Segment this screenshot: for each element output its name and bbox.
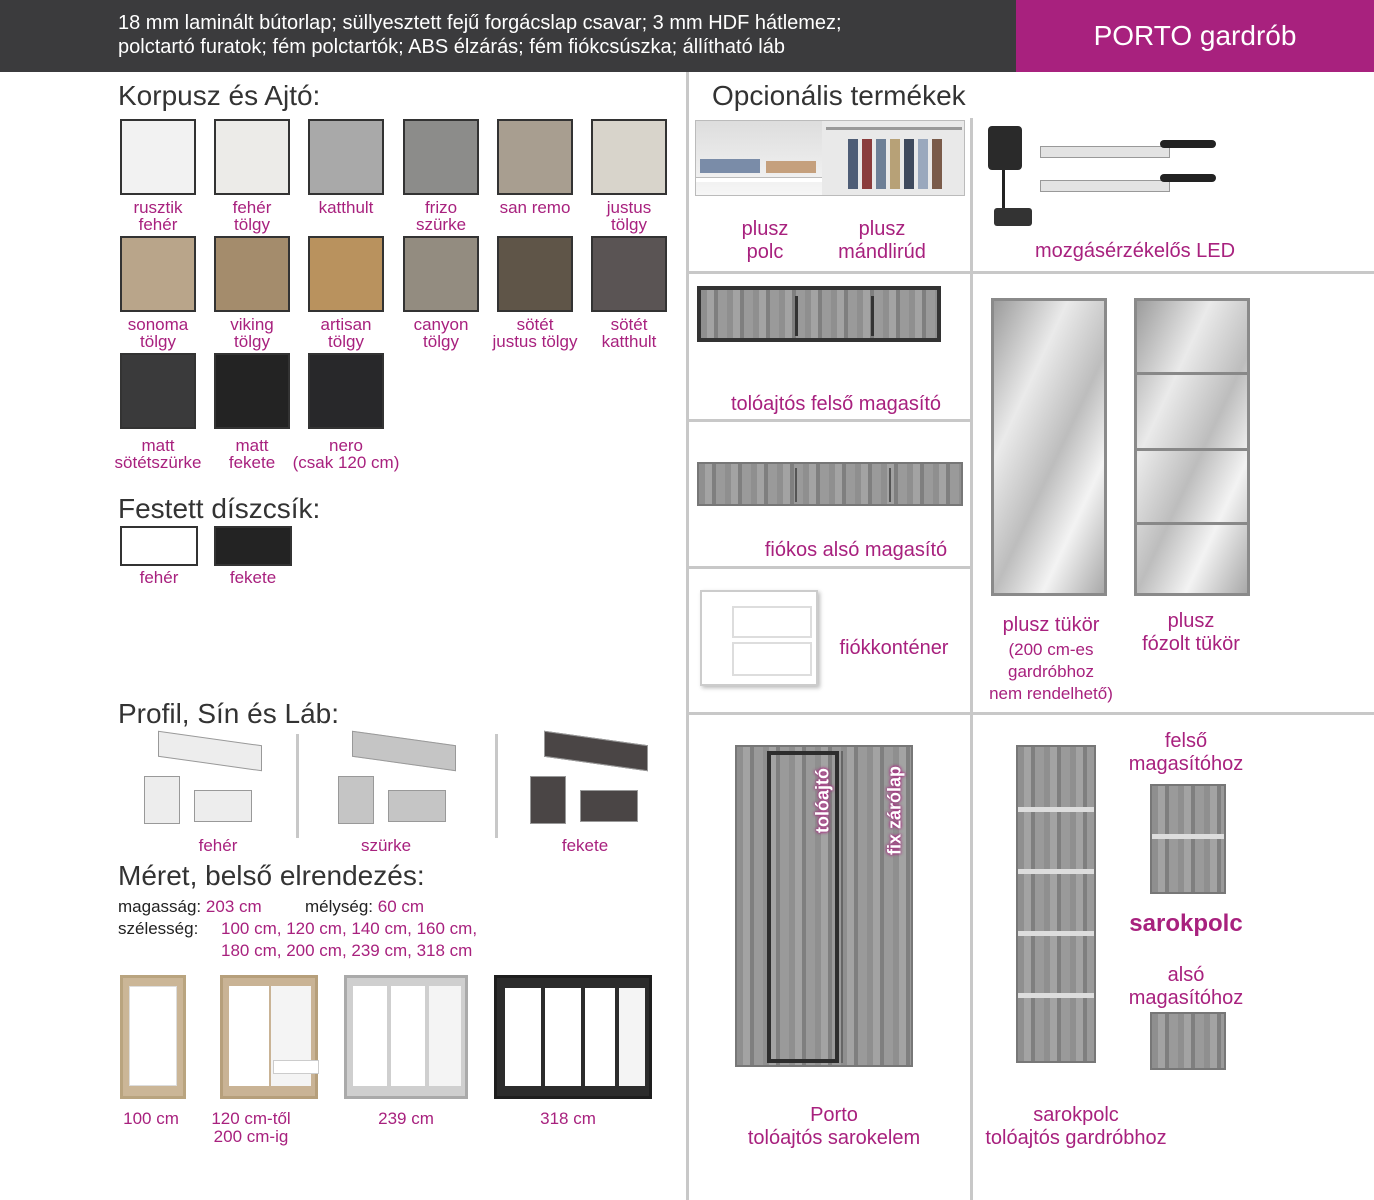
- corner-shelf-label: [976, 1104, 1176, 1150]
- frosted-mirror-label: [1116, 610, 1266, 656]
- upper-l1: felső: [1164, 730, 1208, 752]
- corner-shelf-l2: tolóajtós gardróbhoz: [985, 1127, 1167, 1149]
- swatch-label-line-1: katthult: [318, 198, 374, 217]
- wardrobe-label-120: 120 cm-től: [211, 1109, 291, 1128]
- corner-shelf-l1: sarokpolc: [1033, 1104, 1119, 1126]
- stripe-heading: Festett díszcsík:: [118, 493, 321, 524]
- optional-heading: Opcionális termékek: [712, 80, 966, 111]
- upper-extender-label: [1116, 730, 1256, 776]
- lower-shelf-image: [1150, 1012, 1226, 1070]
- plus-rail-l2: mándlirúd: [838, 241, 926, 263]
- swatch-label-line-1: matt: [141, 436, 175, 455]
- corpus-swatch: [120, 236, 196, 312]
- page-title: [1016, 0, 1374, 72]
- lower-extender-label: [1116, 964, 1256, 1010]
- opt-hline-2: [686, 419, 972, 422]
- swatch-label-line-2: fekete: [228, 453, 276, 472]
- corner-element-label: [714, 1104, 954, 1150]
- swatch-label-line-2: katthult: [601, 332, 657, 351]
- profile-label: fehér: [198, 836, 238, 855]
- swatch-label-line-1: viking: [230, 315, 274, 334]
- panel-label-text: fix zárólap: [884, 765, 905, 856]
- corpus-swatch-label: [574, 199, 684, 233]
- led-label: mozgásérzékelős LED: [1034, 240, 1236, 262]
- opt-divider-1: [970, 118, 973, 272]
- drawer-extender-label: fiókos alsó magasító: [764, 539, 948, 561]
- corpus-swatch-label: [291, 316, 401, 350]
- swatch-label-line-2: justus tölgy: [492, 332, 578, 351]
- led-sensor-icon: [994, 208, 1032, 226]
- upper-shelf-image: [1150, 784, 1226, 894]
- swatch-label-line-2: tölgy: [611, 215, 647, 234]
- door-vertical-label: [808, 760, 838, 850]
- frosted-mirror-l2: fózolt tükör: [1142, 633, 1240, 655]
- swatch-label-line-2: tölgy: [234, 332, 270, 351]
- plus-rail-l1: plusz: [858, 218, 906, 240]
- swatch-label-line-1: san remo: [499, 198, 571, 217]
- shelf-rail-image: [695, 120, 965, 196]
- mirror-note-1: (200 cm-es: [1008, 640, 1094, 659]
- corpus-swatch: [308, 353, 384, 429]
- width-label: szélesség:: [118, 919, 199, 938]
- swatch-label-line-1: sötét: [610, 315, 648, 334]
- profile-rail: [352, 731, 456, 772]
- corpus-heading: Korpusz és Ajtó:: [118, 80, 321, 111]
- profile-post: [144, 776, 180, 824]
- upper-l2: magasítóhoz: [1128, 753, 1244, 775]
- swatch-label-line-2: tölgy: [234, 215, 270, 234]
- corpus-swatch: [308, 119, 384, 195]
- frosted-mirror-l1: plusz: [1167, 610, 1215, 632]
- specs-line-2: polctartó furatok; fém polctartók; ABS élzárás; fém fiókcsúszka; állítható láb: [118, 36, 785, 58]
- corpus-swatch: [591, 236, 667, 312]
- plus-rail-label: [822, 218, 942, 264]
- swatch-label-line-1: frizo: [424, 198, 458, 217]
- corpus-swatch: [214, 353, 290, 429]
- swatch-label-line-1: rusztik: [133, 198, 183, 217]
- mirror-note-3: nem rendelhető): [989, 684, 1113, 703]
- depth-label: mélység:: [305, 897, 374, 916]
- lower-l2: magasítóhoz: [1128, 987, 1244, 1009]
- plus-shelf-l2: polc: [746, 241, 784, 263]
- plus-mirror-image: [991, 298, 1107, 596]
- width-values-1: 100 cm, 120 cm, 140 cm, 160 cm,: [221, 919, 478, 938]
- profile-label: fekete: [561, 836, 609, 855]
- swatch-label-line-2: tölgy: [423, 332, 459, 351]
- drawer-extender-image: [697, 462, 963, 506]
- corner-l1: Porto: [810, 1104, 858, 1126]
- page-title-text: PORTO gardrób: [1093, 20, 1297, 51]
- wardrobe-100: [120, 975, 186, 1099]
- profile-foot: [194, 790, 252, 822]
- corpus-swatch: [403, 119, 479, 195]
- main-vertical-divider: [686, 72, 689, 1200]
- opt-hline-1: [686, 271, 1374, 274]
- wardrobe-label-200: 200 cm-ig: [213, 1127, 289, 1146]
- top-extender-label: tolóajtós felső magasító: [730, 393, 942, 415]
- corpus-swatch-label: [574, 316, 684, 350]
- stripe-label-white: fehér: [139, 568, 179, 587]
- swatch-label-line-1: canyon: [413, 315, 469, 334]
- corpus-swatch: [403, 236, 479, 312]
- swatch-label-line-2: tölgy: [328, 332, 364, 351]
- swatch-label-line-1: artisan: [320, 315, 372, 334]
- height-line: [118, 896, 262, 918]
- drawer-container-image: [700, 590, 818, 686]
- door-label-text: tolóajtó: [812, 768, 833, 833]
- plus-shelf-l1: plusz: [741, 218, 789, 240]
- profile-label: szürke: [360, 836, 412, 855]
- swatch-label-line-2: tölgy: [140, 332, 176, 351]
- opt-divider-2: [970, 271, 973, 1200]
- panel-vertical-label: [880, 760, 910, 870]
- opt-hline-4: [686, 712, 1374, 715]
- height-label: magasság:: [118, 897, 202, 916]
- height-value: 203 cm: [205, 897, 262, 916]
- profile-heading: Profil, Sín és Láb:: [118, 698, 340, 729]
- corpus-swatch-label: [291, 437, 401, 471]
- profile-divider-2: [495, 734, 498, 838]
- wardrobe-318: [494, 975, 652, 1099]
- led-wire-1: [1160, 140, 1216, 148]
- width-values-2: 180 cm, 200 cm, 239 cm, 318 cm: [221, 941, 473, 960]
- opt-hline-3: [686, 566, 972, 569]
- led-strip-1: [1040, 146, 1170, 158]
- plus-mirror-label: plusz tükör: [1002, 614, 1100, 636]
- frosted-mirror-image: [1134, 298, 1250, 596]
- corpus-swatch: [214, 236, 290, 312]
- profile-foot: [388, 790, 446, 822]
- wardrobe-120-200: [220, 975, 318, 1099]
- corner-shelf-title: sarokpolc: [1129, 910, 1243, 937]
- corpus-swatch: [497, 236, 573, 312]
- plus-mirror-note: [976, 639, 1126, 705]
- swatch-label-line-1: fehér: [232, 198, 272, 217]
- mirror-note-2: gardróbhoz: [1007, 662, 1094, 681]
- depth-line: [305, 896, 424, 918]
- swatch-label-line-1: nero: [328, 436, 364, 455]
- wardrobe-label-100: 100 cm: [123, 1109, 179, 1128]
- stripe-swatch-black: [214, 526, 292, 566]
- swatch-label-line-2: (csak 120 cm): [292, 453, 400, 472]
- profile-divider-1: [296, 734, 299, 838]
- profile-post: [530, 776, 566, 824]
- profile-post: [338, 776, 374, 824]
- led-adapter-icon: [988, 126, 1022, 170]
- drawer-container-label: fiókkonténer: [839, 637, 949, 659]
- corpus-swatch: [591, 119, 667, 195]
- corpus-swatch: [120, 353, 196, 429]
- specs-line-1: 18 mm laminált bútorlap; süllyesztett fejű forgácslap csavar; 3 mm HDF hátlemez;: [118, 12, 842, 34]
- corpus-swatch: [120, 119, 196, 195]
- corpus-swatch-label: [291, 199, 401, 216]
- stripe-label-black: fekete: [229, 568, 277, 587]
- corner-shelf-image: [1016, 745, 1096, 1063]
- wardrobe-239: [344, 975, 468, 1099]
- plus-shelf-label: [725, 218, 805, 264]
- wardrobe-label-239: 239 cm: [378, 1109, 434, 1128]
- led-cable: [1002, 170, 1005, 210]
- corpus-swatch: [497, 119, 573, 195]
- swatch-label-line-1: justus: [606, 198, 652, 217]
- header-specs: [0, 0, 1016, 72]
- top-extender-image: [697, 286, 941, 342]
- wardrobe-label-318: 318 cm: [540, 1109, 596, 1128]
- corpus-swatch: [308, 236, 384, 312]
- profile-rail: [158, 731, 262, 772]
- swatch-label-line-1: sonoma: [127, 315, 189, 334]
- depth-value: 60 cm: [377, 897, 425, 916]
- swatch-label-line-1: sötét: [516, 315, 554, 334]
- lower-l1: alsó: [1167, 964, 1205, 986]
- profile-rail: [544, 731, 648, 772]
- led-strip-2: [1040, 180, 1170, 192]
- stripe-swatch-white: [120, 526, 198, 566]
- swatch-label-line-2: szürke: [415, 215, 467, 234]
- led-wire-2: [1160, 174, 1216, 182]
- corner-l2: tolóajtós sarokelem: [747, 1127, 921, 1149]
- profile-foot: [580, 790, 638, 822]
- swatch-label-line-2: fehér: [138, 215, 178, 234]
- swatch-label-line-2: sötétszürke: [114, 453, 202, 472]
- size-heading: Méret, belső elrendezés:: [118, 860, 425, 891]
- swatch-label-line-1: matt: [235, 436, 269, 455]
- corpus-swatch: [214, 119, 290, 195]
